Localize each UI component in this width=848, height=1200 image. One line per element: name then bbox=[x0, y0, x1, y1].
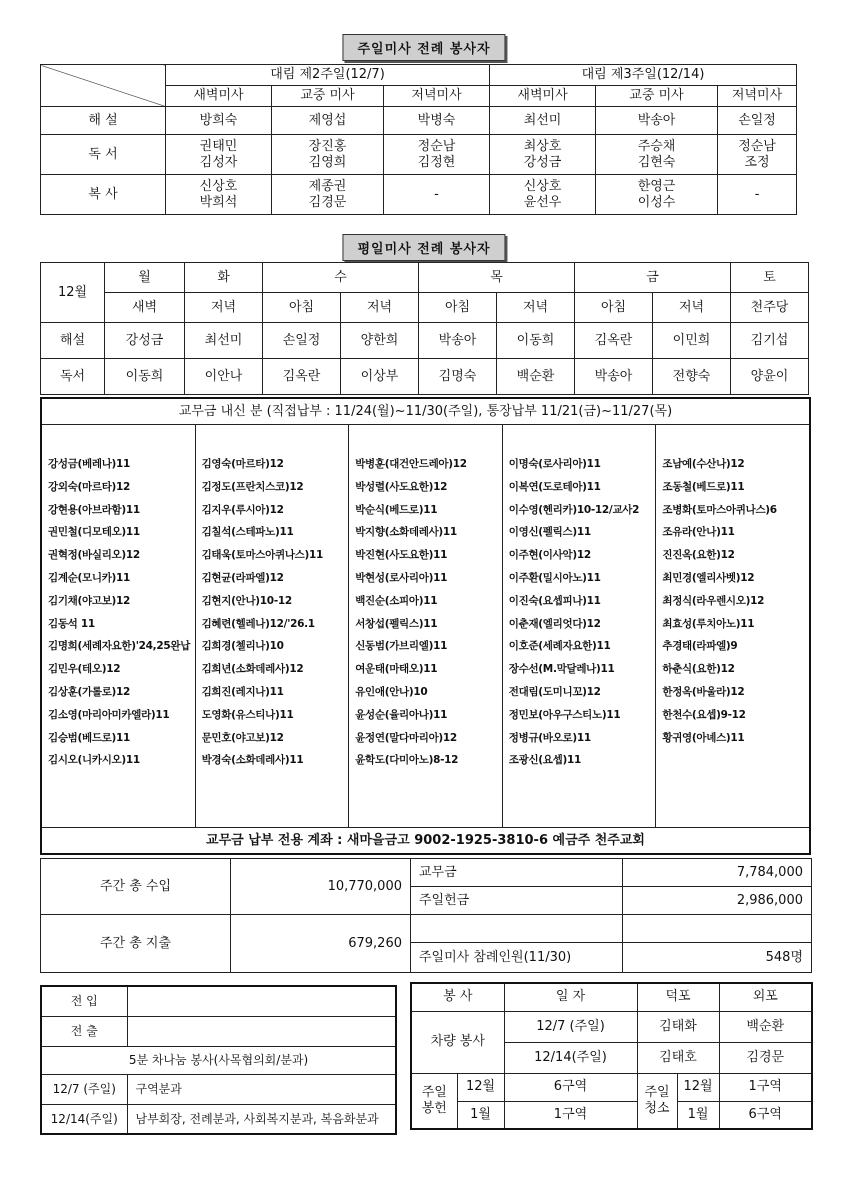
tithe-contributor: 김상훈(가롤로)12 bbox=[48, 685, 131, 698]
tithe-contributor: 최민경(엘리사벳)12 bbox=[662, 571, 755, 584]
tithe-contributor: 장수선(M.막달레나)11 bbox=[508, 663, 615, 676]
tithe-contributor: 박진현(사도요한)11 bbox=[355, 549, 448, 562]
offering-area: 1구역 bbox=[504, 1101, 637, 1129]
month-label: 12월 bbox=[41, 263, 105, 323]
service-header: 봉 사 bbox=[411, 983, 504, 1011]
row-label: 해 설 bbox=[41, 107, 166, 135]
finance-table bbox=[40, 858, 812, 973]
tithe-contributor: 최정식(라우렌시오)12 bbox=[662, 594, 765, 607]
row-label: 해설 bbox=[41, 323, 105, 359]
tithe-contributor: 정민보(아우구스티노)11 bbox=[508, 708, 621, 721]
transfer-out-label: 전 출 bbox=[41, 1016, 127, 1046]
tithe-column bbox=[503, 425, 657, 827]
tithe-column bbox=[656, 425, 809, 827]
tithe-contributor: 김시오(니카시오)11 bbox=[48, 754, 140, 767]
server-name: 김옥란 bbox=[263, 359, 341, 395]
sharing-group: 남부회장, 전례분과, 사회복지분과, 복음화분과 bbox=[127, 1104, 396, 1134]
tithe-contributor: 전대림(도미니꼬)12 bbox=[508, 685, 601, 698]
tithe-contributor: 김계순(모니카)11 bbox=[48, 571, 131, 584]
time-header: 새벽 bbox=[105, 293, 185, 323]
tithe-contributor: 조남예(수산나)12 bbox=[662, 458, 745, 470]
server-name: 주승채 bbox=[637, 138, 676, 154]
server-name: 제영섭 bbox=[272, 107, 384, 135]
tithe-contributor: 이주현(이사악)12 bbox=[508, 549, 591, 562]
time-header: 저녁 bbox=[653, 293, 731, 323]
row-label: 복 사 bbox=[41, 175, 166, 215]
tithe-contributor: 조유라(안나)11 bbox=[662, 526, 735, 539]
server-name: 양한희 bbox=[341, 323, 419, 359]
tithe-contributor: 문민호(야고보)12 bbox=[201, 731, 284, 744]
attendance-label: 주일미사 참례인원(11/30) bbox=[411, 943, 623, 973]
server-name: 백순환 bbox=[497, 359, 575, 395]
mass-header: 저녁미사 bbox=[718, 86, 797, 107]
empty-cell bbox=[411, 915, 623, 943]
server-name: 이민희 bbox=[653, 323, 731, 359]
day-header: 목 bbox=[419, 263, 575, 293]
server-cell bbox=[384, 175, 490, 215]
day-header: 화 bbox=[185, 263, 263, 293]
service-table bbox=[410, 982, 813, 1130]
cleaning-label: 주일 청소 bbox=[637, 1073, 677, 1129]
tithe-contributor: 조병화(토마스아퀴나스)6 bbox=[662, 503, 777, 516]
tithe-contributor: 김지우(루시아)12 bbox=[201, 503, 284, 516]
attendance-value: 548명 bbox=[623, 943, 812, 973]
offering-month: 12월 bbox=[457, 1073, 504, 1101]
day-header: 월 bbox=[105, 263, 185, 293]
server-name: 정순남 bbox=[417, 138, 456, 154]
tithe-contributor: 이호준(세례자요한)11 bbox=[508, 640, 611, 653]
tithe-header: 교무금 내신 분 (직접납부 : 11/24(월)~11/30(주일), 통장납부 11/21(금)~11/27(목) bbox=[42, 399, 809, 425]
tithe-contributor: 김민우(테오)12 bbox=[48, 663, 121, 676]
server-name: 조정 bbox=[744, 154, 770, 170]
tithe-contributor: 박순식(베드로)11 bbox=[355, 503, 438, 516]
sharing-date: 12/7 (주일) bbox=[41, 1074, 127, 1104]
tithe-contributor: 이영신(펠릭스)11 bbox=[508, 526, 591, 539]
time-header: 저녁 bbox=[185, 293, 263, 323]
weekly-expense-value: 679,260 bbox=[231, 915, 411, 973]
server-name: 김성자 bbox=[199, 154, 238, 170]
server-cell bbox=[384, 135, 490, 175]
finance-item-label: 교무금 bbox=[411, 859, 623, 887]
server-cell bbox=[718, 175, 797, 215]
server-name: 이상부 bbox=[341, 359, 419, 395]
finance-item-value: 2,986,000 bbox=[623, 887, 812, 915]
tithe-contributor: 김정도(프란치스코)12 bbox=[201, 480, 304, 493]
day-header: 토 bbox=[731, 263, 809, 293]
mass-header: 저녁미사 bbox=[384, 86, 490, 107]
tithe-contributor: 하춘식(요한)12 bbox=[662, 663, 735, 676]
row-label: 독서 bbox=[41, 359, 105, 395]
row-label: 독 서 bbox=[41, 135, 166, 175]
mass-header: 교중 미사 bbox=[272, 86, 384, 107]
tithe-contributor: 박현성(로사리아)11 bbox=[355, 571, 448, 584]
tithe-contributor: 김희경(첼리나)10 bbox=[201, 640, 284, 653]
cleaning-month: 1월 bbox=[677, 1101, 719, 1129]
tithe-contributor: 이명숙(로사리아)11 bbox=[508, 458, 601, 470]
server-name: 정순남 bbox=[738, 138, 776, 154]
tithe-contributor: 김칠석(스테파노)11 bbox=[201, 526, 294, 539]
mass-header: 새벽미사 bbox=[166, 86, 272, 107]
server-name: 제종권 bbox=[308, 178, 347, 194]
tithe-contributor: 백진순(소피아)11 bbox=[355, 594, 438, 607]
cleaning-area: 6구역 bbox=[719, 1101, 812, 1129]
tithe-contributor: 이진숙(요셉피나)11 bbox=[508, 594, 601, 607]
server-name: 박송아 bbox=[596, 107, 718, 135]
finance-item-value: 7,784,000 bbox=[623, 859, 812, 887]
tithe-contributor: 김영숙(마르타)12 bbox=[201, 458, 284, 470]
server-name: 이동희 bbox=[105, 359, 185, 395]
tithe-contributor: 박병훈(대건안드레아)12 bbox=[355, 458, 467, 470]
tithe-contributor: 김현균(라파엘)12 bbox=[201, 571, 284, 584]
tithe-contributor: 이복연(도로테아)11 bbox=[508, 480, 601, 493]
transfer-in-label: 전 입 bbox=[41, 986, 127, 1016]
time-header: 아침 bbox=[575, 293, 653, 323]
server-name: 김명숙 bbox=[419, 359, 497, 395]
server-name: - bbox=[434, 186, 439, 202]
server-cell bbox=[718, 135, 797, 175]
tithe-contributor: 김동석 11 bbox=[48, 617, 95, 630]
sharing-title: 5분 차나눔 봉사(사목협의회/분과) bbox=[41, 1046, 396, 1074]
tithe-contributor: 김현지(안나)10-12 bbox=[201, 594, 292, 607]
server-name: 이성수 bbox=[637, 194, 676, 210]
tithe-column bbox=[196, 425, 350, 827]
cleaning-month: 12월 bbox=[677, 1073, 719, 1101]
server-name: - bbox=[754, 186, 760, 202]
vehicle-date: 12/7 (주일) bbox=[504, 1011, 637, 1042]
vehicle-service-label: 차량 봉사 bbox=[411, 1011, 504, 1073]
tithe-contributor: 김태욱(토마스아퀴나스)11 bbox=[201, 549, 324, 562]
server-name: 박병숙 bbox=[384, 107, 490, 135]
tithe-contributor: 윤정연(말다마리아)12 bbox=[355, 731, 457, 744]
server-name: 전향숙 bbox=[653, 359, 731, 395]
tithe-contributor: 김희년(소화데레사)12 bbox=[201, 663, 304, 676]
tithe-column bbox=[349, 425, 503, 827]
server-name: 김영희 bbox=[308, 154, 347, 170]
server-cell bbox=[166, 135, 272, 175]
sharing-date: 12/14(주일) bbox=[41, 1104, 127, 1134]
tithe-contributor: 이수영(헨리카)10-12/교사2 bbox=[508, 503, 640, 516]
server-name: 이안나 bbox=[185, 359, 263, 395]
week-header: 대림 제2주일(12/7) bbox=[166, 65, 490, 86]
tithe-columns bbox=[42, 425, 809, 827]
finance-item-label: 주일헌금 bbox=[411, 887, 623, 915]
server-name: 최선미 bbox=[490, 107, 596, 135]
mass-header: 새벽미사 bbox=[490, 86, 596, 107]
service-header: 외포 bbox=[719, 983, 812, 1011]
tithe-contributor: 정병규(바오로)11 bbox=[508, 731, 591, 744]
vehicle-driver: 김태호 bbox=[637, 1042, 719, 1073]
weekly-income-value: 10,770,000 bbox=[231, 859, 411, 915]
weekday-section-title: 평일미사 전례 봉사자 bbox=[342, 234, 505, 261]
offering-area: 6구역 bbox=[504, 1073, 637, 1101]
service-header: 덕포 bbox=[637, 983, 719, 1011]
server-name: 신상호 bbox=[523, 178, 562, 194]
server-cell bbox=[490, 135, 596, 175]
tithe-contributor: 윤성순(율리아나)11 bbox=[355, 708, 448, 721]
server-name: 김경문 bbox=[308, 194, 347, 210]
server-name: 박희석 bbox=[199, 194, 238, 210]
tithe-contributor: 박성렬(사도요한)12 bbox=[355, 480, 448, 493]
tithe-contributor: 신동범(가브리엘)11 bbox=[355, 640, 448, 653]
weekly-expense-label: 주간 총 지출 bbox=[41, 915, 231, 973]
tithe-contributor: 황귀영(아녜스)11 bbox=[662, 731, 745, 744]
offering-month: 1월 bbox=[457, 1101, 504, 1129]
tithe-account-info: 교무금 납부 전용 계좌 : 새마을금고 9002-1925-3810-6 예금주 천주교회 bbox=[42, 827, 809, 853]
tithe-contributor: 김소영(마리아미카엘라)11 bbox=[48, 708, 170, 721]
weekday-servers-table bbox=[40, 262, 809, 395]
tithe-contributor: 도영화(유스티나)11 bbox=[201, 708, 294, 721]
transfer-table bbox=[40, 985, 397, 1135]
day-header: 금 bbox=[575, 263, 731, 293]
tithe-contributor: 여운태(마태오)11 bbox=[355, 663, 438, 676]
tithe-contributor: 권민철(디모테오)11 bbox=[48, 526, 140, 539]
server-name: 손일정 bbox=[718, 107, 797, 135]
vehicle-driver: 백순환 bbox=[719, 1011, 812, 1042]
server-name: 박송아 bbox=[575, 359, 653, 395]
tithe-contributor: 김명희(세례자요한)'24,25완납 bbox=[48, 640, 191, 653]
vehicle-driver: 김경문 bbox=[719, 1042, 812, 1073]
tithe-contributor: 박지향(소화데레사)11 bbox=[355, 526, 457, 539]
server-name: 이동희 bbox=[497, 323, 575, 359]
server-name: 장진홍 bbox=[308, 138, 347, 154]
server-name: 김정현 bbox=[417, 154, 456, 170]
server-name: 양윤이 bbox=[731, 359, 809, 395]
time-header: 저녁 bbox=[341, 293, 419, 323]
week-header: 대림 제3주일(12/14) bbox=[490, 65, 797, 86]
tithe-contributor: 진진옥(요한)12 bbox=[662, 549, 735, 562]
tithe-contributor: 유인애(안나)10 bbox=[355, 685, 428, 698]
day-header: 수 bbox=[263, 263, 419, 293]
server-name: 손일정 bbox=[263, 323, 341, 359]
tithe-contributor: 서창섭(펠릭스)11 bbox=[355, 617, 438, 630]
vehicle-date: 12/14(주일) bbox=[504, 1042, 637, 1073]
server-name: 강성금 bbox=[105, 323, 185, 359]
tithe-contributor: 한천수(요셉)9-12 bbox=[662, 708, 746, 721]
tithe-contributor: 강현용(아브라함)11 bbox=[48, 503, 140, 516]
weekly-income-label: 주간 총 수입 bbox=[41, 859, 231, 915]
mass-header: 교중 미사 bbox=[596, 86, 718, 107]
vehicle-driver: 김태화 bbox=[637, 1011, 719, 1042]
tithe-contributor: 최효성(루치아노)11 bbox=[662, 617, 755, 630]
tithe-contributor: 한정옥(바울라)12 bbox=[662, 685, 745, 698]
server-cell bbox=[596, 135, 718, 175]
tithe-contributor: 박경숙(소화데레사)11 bbox=[201, 754, 304, 767]
tithe-contributor: 김혜련(헬레나)12/'26.1 bbox=[201, 617, 315, 630]
tithe-contributor: 이춘재(엘리엇다)12 bbox=[508, 617, 601, 630]
cleaning-area: 1구역 bbox=[719, 1073, 812, 1101]
server-name: 김옥란 bbox=[575, 323, 653, 359]
tithe-contributor: 김기채(야고보)12 bbox=[48, 594, 131, 607]
tithe-contributor: 강성금(베레나)11 bbox=[48, 458, 131, 470]
time-header: 천주당 bbox=[731, 293, 809, 323]
time-header: 저녁 bbox=[497, 293, 575, 323]
tithe-contributor: 김승범(베드로)11 bbox=[48, 731, 131, 744]
server-name: 김현숙 bbox=[637, 154, 676, 170]
sharing-group: 구역분과 bbox=[127, 1074, 396, 1104]
server-name: 최상호 bbox=[523, 138, 562, 154]
tithe-contributor: 권혁정(바실리오)12 bbox=[48, 549, 140, 562]
tithe-contributor: 김희진(레지나)11 bbox=[201, 685, 284, 698]
server-cell bbox=[272, 135, 384, 175]
server-name: 윤선우 bbox=[523, 194, 562, 210]
empty-cell bbox=[623, 915, 812, 943]
server-name: 권태민 bbox=[199, 138, 238, 154]
tithe-contributor: 이주환(밀시아노)11 bbox=[508, 571, 601, 584]
server-cell bbox=[272, 175, 384, 215]
tithe-column bbox=[42, 425, 196, 827]
server-cell bbox=[596, 175, 718, 215]
server-name: 박송아 bbox=[419, 323, 497, 359]
corner-cell bbox=[41, 65, 166, 107]
server-name: 강성금 bbox=[523, 154, 562, 170]
offering-label: 주일 봉헌 bbox=[411, 1073, 457, 1129]
transfer-out-value bbox=[127, 1016, 396, 1046]
tithe-contributor: 강외숙(마르타)12 bbox=[48, 480, 131, 493]
tithe-contributor: 윤학도(다미아노)8-12 bbox=[355, 754, 459, 767]
transfer-in-value bbox=[127, 986, 396, 1016]
time-header: 아침 bbox=[419, 293, 497, 323]
server-name: 최선미 bbox=[185, 323, 263, 359]
tithe-contributor: 조동철(베드로)11 bbox=[662, 480, 745, 493]
service-header: 일 자 bbox=[504, 983, 637, 1011]
sunday-servers-table bbox=[40, 64, 797, 215]
server-name: 한영근 bbox=[637, 178, 676, 194]
server-name: 신상호 bbox=[199, 178, 238, 194]
server-name: 방희숙 bbox=[166, 107, 272, 135]
tithe-contributor: 추경태(라파엘)9 bbox=[662, 640, 738, 653]
sunday-section-title: 주일미사 전례 봉사자 bbox=[342, 34, 505, 61]
tithe-contributors-box bbox=[40, 397, 811, 855]
tithe-contributor: 조광신(요셉)11 bbox=[508, 754, 582, 767]
server-cell bbox=[166, 175, 272, 215]
time-header: 아침 bbox=[263, 293, 341, 323]
server-cell bbox=[490, 175, 596, 215]
server-name: 김기섭 bbox=[731, 323, 809, 359]
